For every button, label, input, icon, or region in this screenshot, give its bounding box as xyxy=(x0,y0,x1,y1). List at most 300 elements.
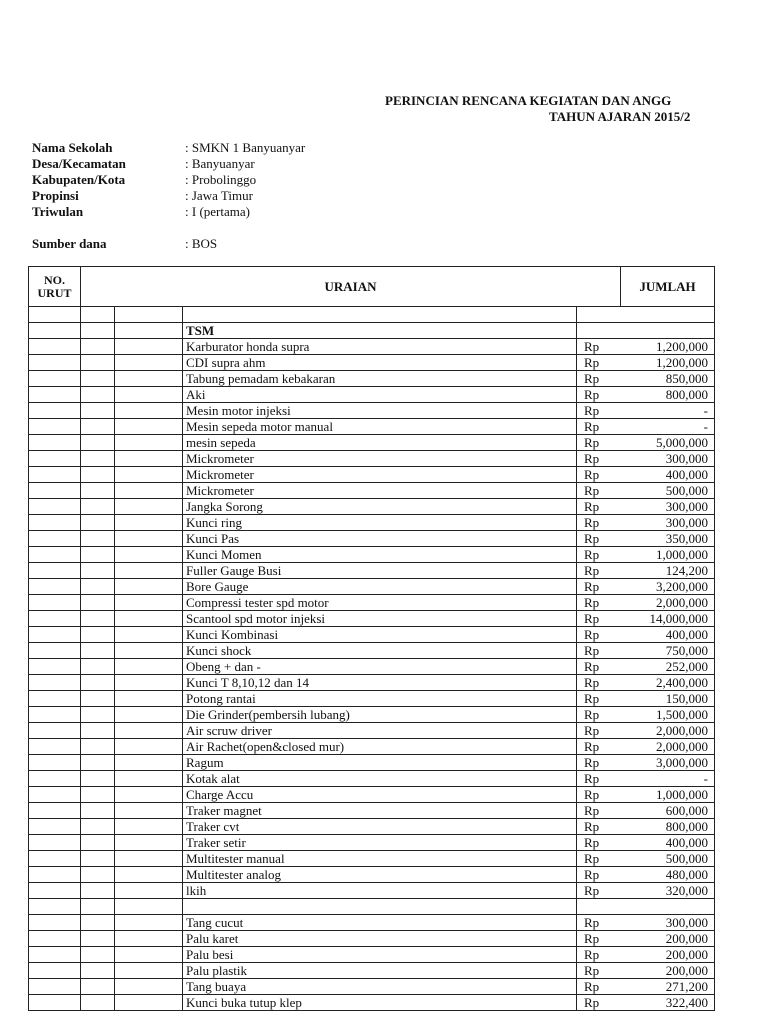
cell-sub1 xyxy=(81,739,115,755)
item-description: Tang cucut xyxy=(183,915,577,931)
school-info xyxy=(32,140,432,252)
item-description: Traker setir xyxy=(183,835,577,851)
item-currency: Rp xyxy=(577,515,621,531)
cell-sub2 xyxy=(115,451,183,467)
item-description: Aki xyxy=(183,387,577,403)
table-row xyxy=(29,499,715,515)
cell-sub1 xyxy=(81,579,115,595)
item-amount: 850,000 xyxy=(621,371,715,387)
cell-no xyxy=(29,803,81,819)
item-currency: Rp xyxy=(577,483,621,499)
item-amount: 400,000 xyxy=(621,467,715,483)
table-row xyxy=(29,467,715,483)
cell-sub2 xyxy=(115,851,183,867)
item-currency: Rp xyxy=(577,355,621,371)
item-currency: Rp xyxy=(577,467,621,483)
item-amount: 14,000,000 xyxy=(621,611,715,627)
cell-sub1 xyxy=(81,723,115,739)
cell-sub2 xyxy=(115,947,183,963)
item-currency: Rp xyxy=(577,691,621,707)
cell-no xyxy=(29,547,81,563)
item-amount: 1,200,000 xyxy=(621,339,715,355)
cell-sub2 xyxy=(115,963,183,979)
item-currency: Rp xyxy=(577,339,621,355)
cell-sub2 xyxy=(115,915,183,931)
item-description: Palu besi xyxy=(183,947,577,963)
cell-sub2 xyxy=(115,387,183,403)
item-amount: 1,000,000 xyxy=(621,787,715,803)
item-description: Die Grinder(pembersih lubang) xyxy=(183,707,577,723)
cell-no xyxy=(29,355,81,371)
cell-sub2 xyxy=(115,579,183,595)
item-currency: Rp xyxy=(577,707,621,723)
table-body xyxy=(29,307,715,1011)
cell-sub2 xyxy=(115,979,183,995)
item-description: Charge Accu xyxy=(183,787,577,803)
item-amount: 5,000,000 xyxy=(621,435,715,451)
cell-sub2 xyxy=(115,563,183,579)
cell-sub2 xyxy=(115,515,183,531)
info-label: Kabupaten/Kota xyxy=(32,172,126,187)
cell-sub2 xyxy=(115,403,183,419)
col-header-amount: JUMLAH xyxy=(621,267,715,307)
cell-sub1 xyxy=(81,915,115,931)
item-description: Multitester analog xyxy=(183,867,577,883)
item-amount: 200,000 xyxy=(621,947,715,963)
item-description: Obeng + dan - xyxy=(183,659,577,675)
table-row xyxy=(29,547,715,563)
item-description: mesin sepeda xyxy=(183,435,577,451)
item-amount: 322,400 xyxy=(621,995,715,1011)
info-value: : Jawa Timur xyxy=(185,188,253,203)
cell-no xyxy=(29,995,81,1011)
cell-no xyxy=(29,563,81,579)
item-currency: Rp xyxy=(577,787,621,803)
item-currency xyxy=(577,899,621,915)
cell-no xyxy=(29,755,81,771)
col-header-description: URAIAN xyxy=(81,267,621,307)
table-row xyxy=(29,851,715,867)
table-row xyxy=(29,627,715,643)
cell-sub2 xyxy=(115,435,183,451)
item-description: Jangka Sorong xyxy=(183,499,577,515)
item-currency: Rp xyxy=(577,371,621,387)
item-amount: 1,000,000 xyxy=(621,547,715,563)
cell-sub1 xyxy=(81,851,115,867)
cell-sub1 xyxy=(81,835,115,851)
item-description: Potong rantai xyxy=(183,691,577,707)
cell-no xyxy=(29,371,81,387)
item-currency: Rp xyxy=(577,883,621,899)
info-label: Desa/Kecamatan xyxy=(32,156,126,171)
info-row-district xyxy=(32,156,432,172)
table-row xyxy=(29,659,715,675)
cell-no xyxy=(29,947,81,963)
cell-sub2 xyxy=(115,883,183,899)
cell-sub2 xyxy=(115,723,183,739)
item-currency: Rp xyxy=(577,419,621,435)
item-amount: - xyxy=(621,403,715,419)
cell-no xyxy=(29,851,81,867)
cell-sub1 xyxy=(81,611,115,627)
item-currency: Rp xyxy=(577,643,621,659)
cell-no xyxy=(29,963,81,979)
item-amount: 1,200,000 xyxy=(621,355,715,371)
cell-sub2 xyxy=(115,931,183,947)
item-currency: Rp xyxy=(577,979,621,995)
item-currency: Rp xyxy=(577,659,621,675)
item-amount: 3,200,000 xyxy=(621,579,715,595)
item-currency: Rp xyxy=(577,931,621,947)
table-row xyxy=(29,515,715,531)
table-row xyxy=(29,787,715,803)
item-currency: Rp xyxy=(577,611,621,627)
item-currency: Rp xyxy=(577,675,621,691)
item-description: Bore Gauge xyxy=(183,579,577,595)
table-row xyxy=(29,387,715,403)
info-value: : SMKN 1 Banyuanyar xyxy=(185,140,306,155)
cell-sub2 xyxy=(115,355,183,371)
item-amount: 300,000 xyxy=(621,515,715,531)
item-currency: Rp xyxy=(577,803,621,819)
cell-sub2 xyxy=(115,339,183,355)
info-label: Nama Sekolah xyxy=(32,140,113,155)
table-row xyxy=(29,755,715,771)
cell-sub2 xyxy=(115,787,183,803)
cell-no xyxy=(29,467,81,483)
cell-no xyxy=(29,883,81,899)
item-currency: Rp xyxy=(577,627,621,643)
item-currency: Rp xyxy=(577,819,621,835)
cell-sub1 xyxy=(81,547,115,563)
cell-sub1 xyxy=(81,947,115,963)
table-row xyxy=(29,307,715,323)
table-row xyxy=(29,483,715,499)
cell-sub1 xyxy=(81,387,115,403)
cell-no xyxy=(29,899,81,915)
item-amount: 600,000 xyxy=(621,803,715,819)
table-row xyxy=(29,339,715,355)
item-currency: Rp xyxy=(577,451,621,467)
item-description: Kunci ring xyxy=(183,515,577,531)
item-currency: Rp xyxy=(577,963,621,979)
item-amount: 400,000 xyxy=(621,627,715,643)
item-amount: 271,200 xyxy=(621,979,715,995)
cell-sub1 xyxy=(81,659,115,675)
item-description: Traker cvt xyxy=(183,819,577,835)
item-amount: 200,000 xyxy=(621,931,715,947)
item-amount: 500,000 xyxy=(621,851,715,867)
cell-no xyxy=(29,723,81,739)
cell-no xyxy=(29,595,81,611)
item-description: CDI supra ahm xyxy=(183,355,577,371)
cell-sub1 xyxy=(81,691,115,707)
cell-sub1 xyxy=(81,867,115,883)
cell-sub2 xyxy=(115,531,183,547)
table-row xyxy=(29,371,715,387)
cell-no xyxy=(29,771,81,787)
cell-no xyxy=(29,339,81,355)
cell-sub2 xyxy=(115,419,183,435)
cell-sub1 xyxy=(81,435,115,451)
table-row xyxy=(29,723,715,739)
item-amount: 1,500,000 xyxy=(621,707,715,723)
item-description: lkih xyxy=(183,883,577,899)
cell-no xyxy=(29,419,81,435)
item-description: Kunci shock xyxy=(183,643,577,659)
table-row xyxy=(29,435,715,451)
cell-sub2 xyxy=(115,547,183,563)
item-amount: 200,000 xyxy=(621,963,715,979)
item-description: Ragum xyxy=(183,755,577,771)
cell-no xyxy=(29,819,81,835)
item-description: Palu karet xyxy=(183,931,577,947)
item-description: Traker magnet xyxy=(183,803,577,819)
cell-sub2 xyxy=(115,467,183,483)
table-row xyxy=(29,835,715,851)
cell-no xyxy=(29,451,81,467)
table-row xyxy=(29,771,715,787)
budget-table xyxy=(28,266,715,1011)
cell-sub2 xyxy=(115,691,183,707)
item-amount: 480,000 xyxy=(621,867,715,883)
cell-sub1 xyxy=(81,531,115,547)
item-amount: 300,000 xyxy=(621,451,715,467)
item-description xyxy=(183,899,577,915)
section-row xyxy=(29,323,715,339)
table-row xyxy=(29,963,715,979)
table-row xyxy=(29,899,715,915)
cell-no xyxy=(29,707,81,723)
cell-no xyxy=(29,579,81,595)
cell-no xyxy=(29,643,81,659)
cell-sub1 xyxy=(81,355,115,371)
cell-sub1 xyxy=(81,675,115,691)
cell-sub1 xyxy=(81,371,115,387)
cell-no xyxy=(29,931,81,947)
table-row xyxy=(29,867,715,883)
item-description: Fuller Gauge Busi xyxy=(183,563,577,579)
item-amount: 252,000 xyxy=(621,659,715,675)
item-currency: Rp xyxy=(577,595,621,611)
table-row xyxy=(29,355,715,371)
table-row xyxy=(29,419,715,435)
cell-no xyxy=(29,403,81,419)
item-currency: Rp xyxy=(577,499,621,515)
table-row xyxy=(29,595,715,611)
item-description: Mickrometer xyxy=(183,451,577,467)
cell-no xyxy=(29,835,81,851)
item-currency: Rp xyxy=(577,755,621,771)
cell-sub2 xyxy=(115,707,183,723)
cell-sub2 xyxy=(115,483,183,499)
item-description: Mesin sepeda motor manual xyxy=(183,419,577,435)
cell-sub1 xyxy=(81,931,115,947)
item-amount: - xyxy=(621,771,715,787)
item-amount: 500,000 xyxy=(621,483,715,499)
cell-sub1 xyxy=(81,899,115,915)
cell-no xyxy=(29,627,81,643)
item-currency: Rp xyxy=(577,995,621,1011)
info-row-funding xyxy=(32,236,432,252)
cell-sub2 xyxy=(115,659,183,675)
cell-sub1 xyxy=(81,819,115,835)
document-subtitle: TAHUN AJARAN 2015/2 xyxy=(549,109,691,124)
cell-sub2 xyxy=(115,899,183,915)
info-row-province xyxy=(32,188,432,204)
cell-sub1 xyxy=(81,499,115,515)
item-description: Mickrometer xyxy=(183,467,577,483)
cell-no xyxy=(29,867,81,883)
item-description: Karburator honda supra xyxy=(183,339,577,355)
table-row xyxy=(29,883,715,899)
item-description: Mesin motor injeksi xyxy=(183,403,577,419)
table-row xyxy=(29,579,715,595)
cell-sub1 xyxy=(81,787,115,803)
item-amount: 2,400,000 xyxy=(621,675,715,691)
table-row xyxy=(29,995,715,1011)
item-description: Tang buaya xyxy=(183,979,577,995)
item-description: Air scruw driver xyxy=(183,723,577,739)
cell-sub1 xyxy=(81,483,115,499)
item-description: Kunci Kombinasi xyxy=(183,627,577,643)
cell-sub1 xyxy=(81,467,115,483)
cell-sub2 xyxy=(115,739,183,755)
item-amount: - xyxy=(621,419,715,435)
item-currency: Rp xyxy=(577,435,621,451)
item-currency: Rp xyxy=(577,579,621,595)
item-description: Scantool spd motor injeksi xyxy=(183,611,577,627)
info-value: : BOS xyxy=(185,236,218,251)
cell-sub2 xyxy=(115,643,183,659)
cell-sub1 xyxy=(81,627,115,643)
table-row xyxy=(29,979,715,995)
table-row xyxy=(29,643,715,659)
table-row xyxy=(29,739,715,755)
info-row-school xyxy=(32,140,432,156)
item-currency: Rp xyxy=(577,947,621,963)
table-row xyxy=(29,531,715,547)
info-row-regency xyxy=(32,172,432,188)
cell-sub2 xyxy=(115,819,183,835)
item-description: Kunci T 8,10,12 dan 14 xyxy=(183,675,577,691)
cell-no xyxy=(29,659,81,675)
cell-sub1 xyxy=(81,883,115,899)
item-description: Air Rachet(open&closed mur) xyxy=(183,739,577,755)
table-row xyxy=(29,403,715,419)
table-row xyxy=(29,915,715,931)
cell-no xyxy=(29,387,81,403)
cell-no xyxy=(29,739,81,755)
info-value: : Probolinggo xyxy=(185,172,257,187)
item-amount: 150,000 xyxy=(621,691,715,707)
cell-sub1 xyxy=(81,963,115,979)
item-description: Kunci Pas xyxy=(183,531,577,547)
item-amount: 2,000,000 xyxy=(621,739,715,755)
item-description: Compressi tester spd motor xyxy=(183,595,577,611)
cell-sub1 xyxy=(81,803,115,819)
cell-sub2 xyxy=(115,755,183,771)
cell-no xyxy=(29,691,81,707)
cell-no xyxy=(29,515,81,531)
cell-sub2 xyxy=(115,771,183,787)
cell-sub1 xyxy=(81,403,115,419)
item-amount: 800,000 xyxy=(621,387,715,403)
cell-no xyxy=(29,915,81,931)
table-row xyxy=(29,707,715,723)
table-row xyxy=(29,451,715,467)
table-row xyxy=(29,675,715,691)
item-amount: 350,000 xyxy=(621,531,715,547)
item-description: Multitester manual xyxy=(183,851,577,867)
info-label: Propinsi xyxy=(32,188,79,203)
cell-sub1 xyxy=(81,707,115,723)
item-amount: 2,000,000 xyxy=(621,723,715,739)
table-row xyxy=(29,931,715,947)
item-currency: Rp xyxy=(577,387,621,403)
item-description: Kunci buka tutup klep xyxy=(183,995,577,1011)
item-description: Palu plastik xyxy=(183,963,577,979)
cell-sub1 xyxy=(81,515,115,531)
item-amount: 300,000 xyxy=(621,915,715,931)
item-amount: 320,000 xyxy=(621,883,715,899)
cell-sub1 xyxy=(81,995,115,1011)
cell-sub1 xyxy=(81,771,115,787)
cell-no xyxy=(29,787,81,803)
cell-sub2 xyxy=(115,627,183,643)
cell-sub2 xyxy=(115,371,183,387)
cell-no xyxy=(29,675,81,691)
item-amount: 750,000 xyxy=(621,643,715,659)
cell-sub2 xyxy=(115,499,183,515)
info-label: Sumber dana xyxy=(32,236,107,251)
item-currency: Rp xyxy=(577,851,621,867)
table-row xyxy=(29,819,715,835)
item-currency: Rp xyxy=(577,867,621,883)
item-currency: Rp xyxy=(577,915,621,931)
cell-no xyxy=(29,531,81,547)
cell-sub1 xyxy=(81,563,115,579)
cell-sub1 xyxy=(81,451,115,467)
cell-sub2 xyxy=(115,867,183,883)
cell-sub1 xyxy=(81,339,115,355)
item-currency: Rp xyxy=(577,723,621,739)
item-amount: 3,000,000 xyxy=(621,755,715,771)
item-description: Mickrometer xyxy=(183,483,577,499)
cell-sub1 xyxy=(81,755,115,771)
cell-sub2 xyxy=(115,595,183,611)
item-description: Kunci Momen xyxy=(183,547,577,563)
item-currency: Rp xyxy=(577,739,621,755)
cell-sub1 xyxy=(81,643,115,659)
cell-no xyxy=(29,979,81,995)
cell-sub2 xyxy=(115,611,183,627)
cell-no xyxy=(29,611,81,627)
cell-no xyxy=(29,435,81,451)
item-amount xyxy=(621,899,715,915)
info-label: Triwulan xyxy=(32,204,84,219)
item-amount: 300,000 xyxy=(621,499,715,515)
info-value: : Banyuanyar xyxy=(185,156,255,171)
cell-sub2 xyxy=(115,835,183,851)
table-row xyxy=(29,803,715,819)
item-currency: Rp xyxy=(577,563,621,579)
item-currency: Rp xyxy=(577,771,621,787)
table-header-row xyxy=(29,267,715,307)
section-title: TSM xyxy=(183,323,577,339)
item-currency: Rp xyxy=(577,531,621,547)
cell-sub2 xyxy=(115,803,183,819)
